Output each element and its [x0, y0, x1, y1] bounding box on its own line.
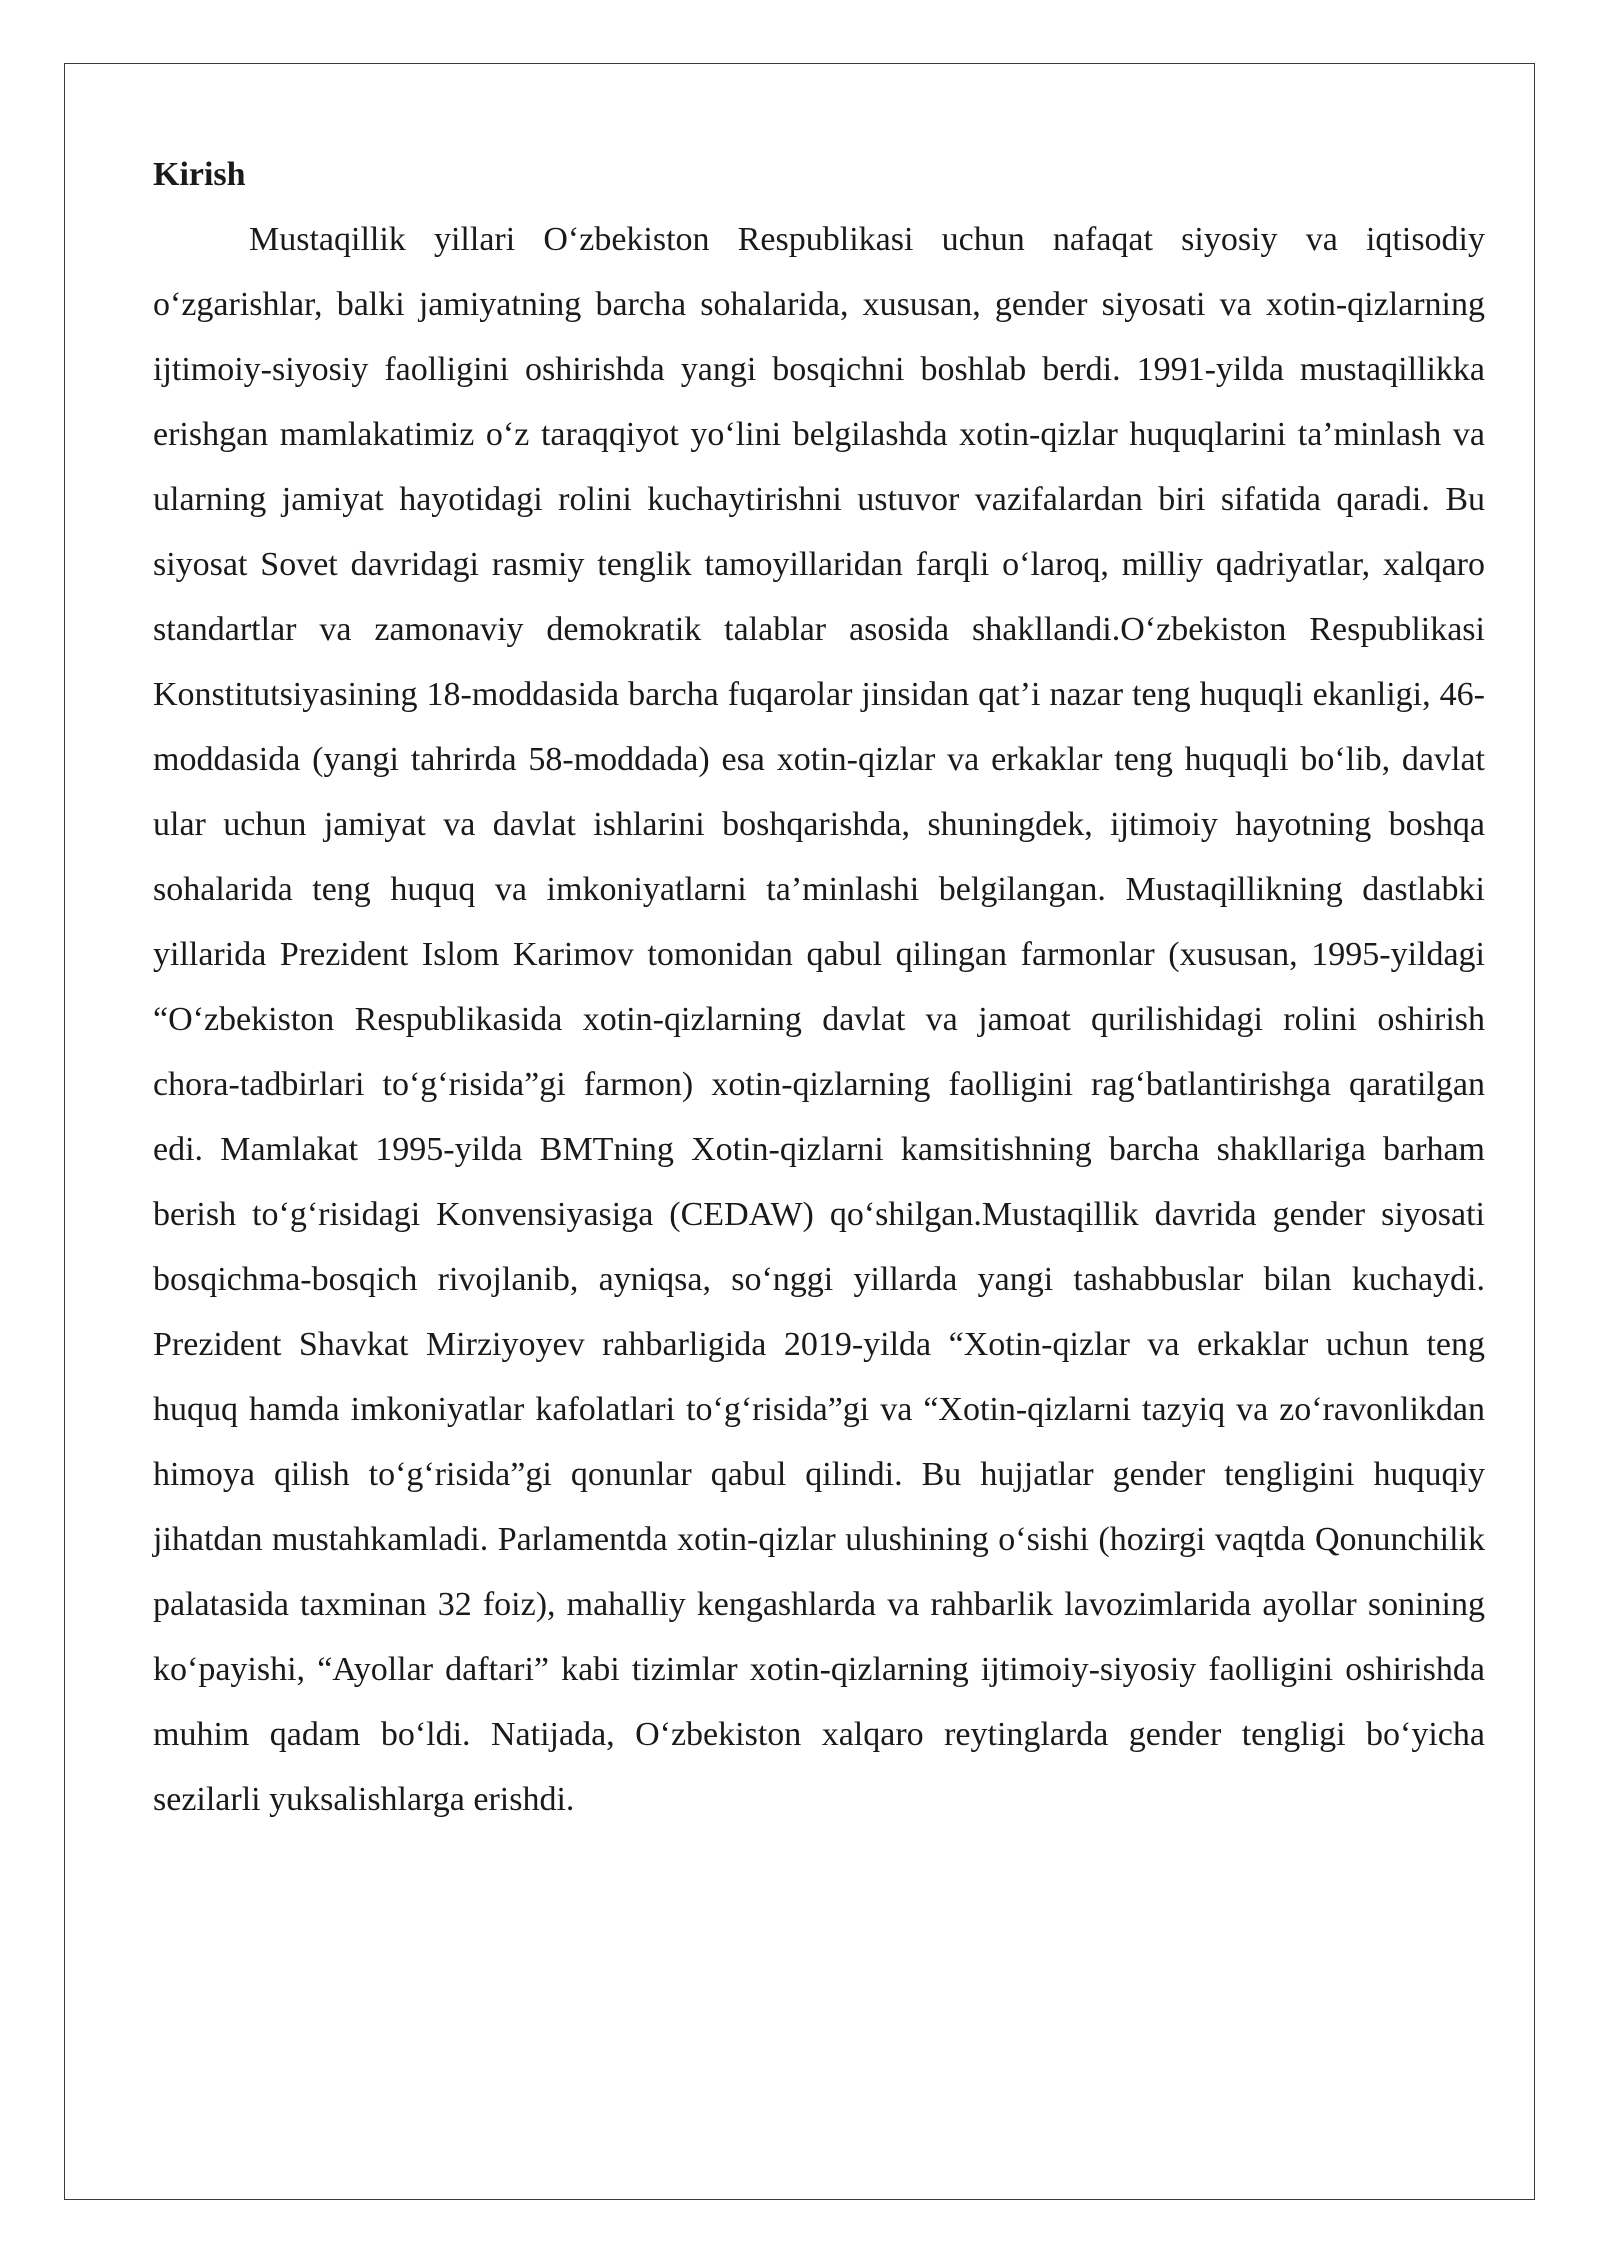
section-heading: Kirish	[153, 156, 246, 193]
document-body	[153, 142, 1485, 1832]
body-paragraph: Mustaqillik yillari O‘zbekiston Respublikasi uchun nafaqat siyosiy va iqtisodiy o‘zgarishlar, balki jamiyatning barcha sohalarida, xususan, gender siyosati va xotin-qizlarning ijtimoiy-siyosiy faolligini oshirishda yangi bosqichni boshlab berdi. 1991-yilda mustaqillikka erishgan mamlakatimiz o‘z taraqqiyot yo‘lini belgilashda xotin-qizlar huquqlarini ta’minlash va ularning jamiyat hayotidagi rolini kuchaytirishni ustuvor vazifalardan biri sifatida qaradi. Bu siyosat Sovet davridagi rasmiy tenglik tamoyillaridan farqli o‘laroq, milliy qadriyatlar, xalqaro standartlar va zamonaviy demokratik talablar asosida shakllandi.O‘zbekiston Respublikasi Konstitutsiyasining 18-moddasida barcha fuqarolar jinsidan qat’i nazar teng huquqli ekanligi, 46-moddasida (yangi tahrirda 58-moddada) esa xotin-qizlar va erkaklar teng huquqli bo‘lib, davlat ular uchun jamiyat va davlat ishlarini boshqarishda, shuningdek, ijtimoiy hayotning boshqa sohalarida teng huquq va imkoniyatlarni ta’minlashi belgilangan. Mustaqillikning dastlabki yillarida Prezident Islom Karimov tomonidan qabul qilingan farmonlar (xususan, 1995-yildagi “O‘zbekiston Respublikasida xotin-qizlarning davlat va jamoat qurilishidagi rolini oshirish chora-tadbirlari to‘g‘risida”gi farmon) xotin-qizlarning faolligini rag‘batlantirishga qaratilgan edi. Mamlakat 1995-yilda BMTning Xotin-qizlarni kamsitishning barcha shakllariga barham berish to‘g‘risidagi Konvensiyasiga (CEDAW) qo‘shilgan.Mustaqillik davrida gender siyosati bosqichma-bosqich rivojlanib, ayniqsa, so‘nggi yillarda yangi tashabbuslar bilan kuchaydi. Prezident Shavkat Mirziyoyev rahbarligida 2019-yilda “Xotin-qizlar va erkaklar uchun teng huquq hamda imkoniyatlar kafolatlari to‘g‘risida”gi va “Xotin-qizlarni tazyiq va zo‘ravonlikdan himoya qilish to‘g‘risida”gi qonunlar qabul qilindi. Bu hujjatlar gender tengligini huquqiy jihatdan mustahkamladi. Parlamentda xotin-qizlar ulushining o‘sishi (hozirgi vaqtda Qonunchilik palatasida taxminan 32 foiz), mahalliy kengashlarda va rahbarlik lavozimlarida ayollar sonining ko‘payishi, “Ayollar daftari” kabi tizimlar xotin-qizlarning ijtimoiy-siyosiy faolligini oshirishda muhim qadam bo‘ldi. Natijada, O‘zbekiston xalqaro reytinglarda gender tengligi bo‘yicha sezilarli yuksalishlarga erishdi.	[153, 221, 1485, 1818]
